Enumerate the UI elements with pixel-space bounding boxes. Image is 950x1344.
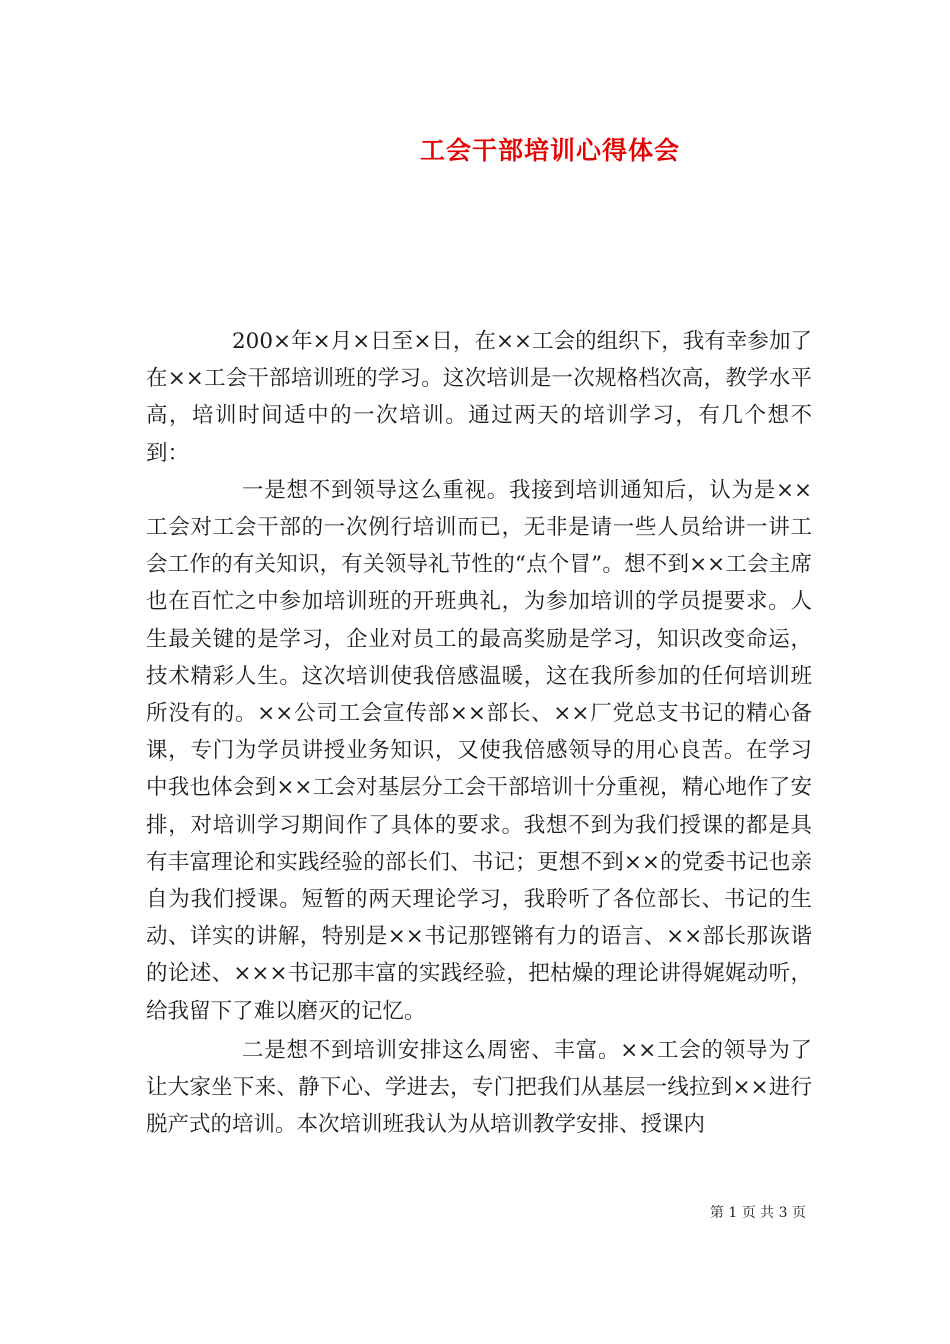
paragraph-intro: 200×年×月×日至×日，在××工会的组织下，我有幸参加了在××工会干部培训班的学习。这次培训是一次规格档次高，教学水平高，培训时间适中的一次培训。通过两天的培训学习，有几个想不到：	[146, 329, 812, 466]
document-title: 工会干部培训心得体会	[419, 136, 680, 165]
document-body	[146, 323, 812, 1143]
page-number-footer: 第 1 页 共 3 页	[709, 1205, 806, 1221]
paragraph-second-point: 二是想不到培训安排这么周密、丰富。××工会的领导为了让大家坐下来、静下心、学进去，专门把我们从基层一线拉到××进行脱产式的培训。本次培训班我认为从培训教学安排、授课内	[146, 1037, 812, 1138]
paragraph-first-point: 一是想不到领导这么重视。我接到培训通知后，认为是××工会对工会干部的一次例行培训而已，无非是请一些人员给讲一讲工会工作的有关知识，有关领导礼节性的“点个冒”。想不到××工会主席也在百忙之中参加培训班的开班典礼，为参加培训的学员提要求。人生最关键的是学习，企业对员工的最高奖励是学习，知识改变命运，技术精彩人生。这次培训使我倍感温暖，这在我所参加的任何培训班所没有的。××公司工会宣传部××部长、××厂党总支书记的精心备课，专门为学员讲授业务知识，又使我倍感领导的用心良苦。在学习中我也体会到××工会对基层分工会干部培训十分重视，精心地作了安排，对培训学习期间作了具体的要求。我想不到为我们授课的都是具有丰富理论和实践经验的部长们、书记；更想不到××的党委书记也亲自为我们授课。短暂的两天理论学习，我聆听了各位部长、书记的生动、详实的讲解，特别是××书记那铿锵有力的语言、××部长那诙谐的论述、×××书记那丰富的实践经验，把枯燥的理论讲得娓娓动听，给我留下了难以磨灭的记忆。	[146, 477, 812, 1024]
